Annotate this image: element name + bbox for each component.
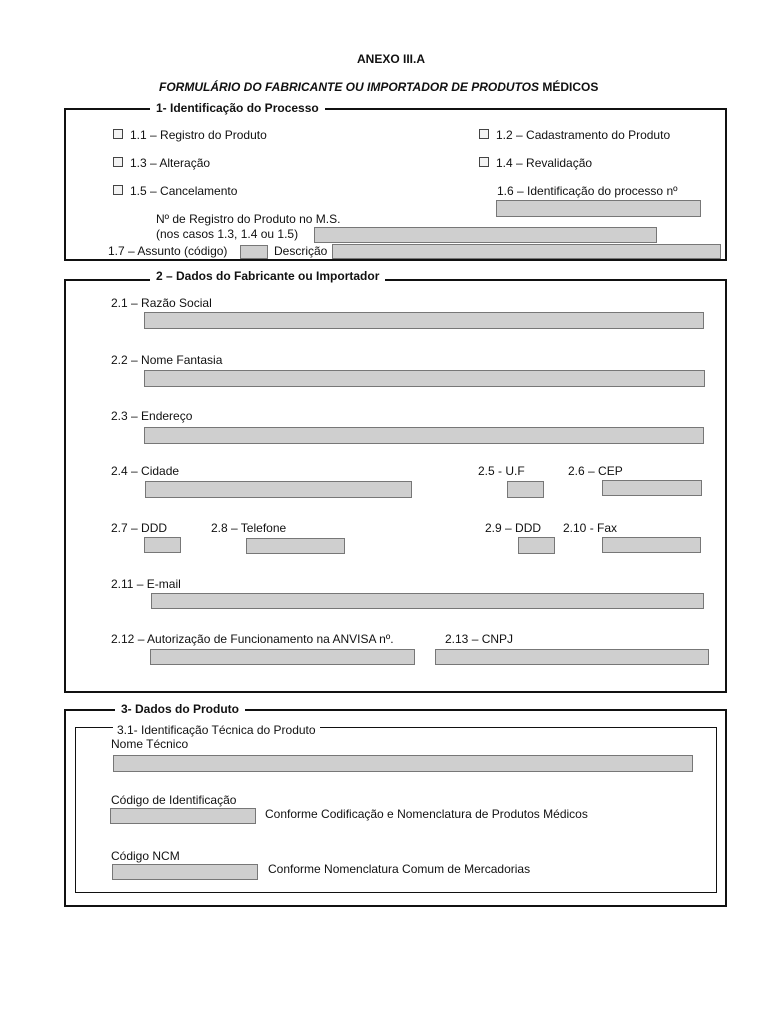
label-2-13: 2.13 – CNPJ <box>445 632 514 646</box>
checkbox-1-5[interactable] <box>113 185 123 195</box>
label-1-7: 1.7 – Assunto (código) <box>108 244 228 258</box>
label-2-8: 2.8 – Telefone <box>211 521 287 535</box>
registro-label-line1: Nº de Registro do Produto no M.S. <box>156 212 341 226</box>
cnpj-input[interactable] <box>435 649 709 665</box>
option-1-3-label: 1.3 – Alteração <box>130 156 211 170</box>
label-2-12: 2.12 – Autorização de Funcionamento na ANVISA nº. <box>111 632 394 646</box>
label-2-10: 2.10 - Fax <box>563 521 618 535</box>
codigo-identificacao-input[interactable] <box>110 808 256 824</box>
checkbox-1-3[interactable] <box>113 157 123 167</box>
codigo-identificacao-note: Conforme Codificação e Nomenclatura de Produtos Médicos <box>265 807 588 821</box>
label-2-3: 2.3 – Endereço <box>111 409 193 423</box>
razao-social-input[interactable] <box>144 312 704 329</box>
descricao-label: Descrição <box>274 244 328 258</box>
process-number-input[interactable] <box>496 200 701 217</box>
section-1-legend: 1- Identificação do Processo <box>150 101 325 115</box>
telefone-input[interactable] <box>246 538 345 554</box>
codigo-ncm-label: Código NCM <box>111 849 180 863</box>
endereco-input[interactable] <box>144 427 704 444</box>
registro-label-line2: (nos casos 1.3, 1.4 ou 1.5) <box>156 227 299 241</box>
codigo-identificacao-label: Código de Identificação <box>111 793 237 807</box>
label-2-5: 2.5 - U.F <box>478 464 525 478</box>
label-2-7: 2.7 – DDD <box>111 521 168 535</box>
ddd-fax-input[interactable] <box>518 537 555 554</box>
codigo-ncm-input[interactable] <box>112 864 258 880</box>
label-2-11: 2.11 – E-mail <box>111 577 181 591</box>
uf-input[interactable] <box>507 481 544 498</box>
checkbox-1-2[interactable] <box>479 129 489 139</box>
autorizacao-anvisa-input[interactable] <box>150 649 415 665</box>
label-2-2: 2.2 – Nome Fantasia <box>111 353 223 367</box>
label-2-9: 2.9 – DDD <box>485 521 542 535</box>
email-input[interactable] <box>151 593 704 609</box>
subtitle-tail: MÉDICOS <box>542 80 599 94</box>
label-1-6: 1.6 – Identificação do processo nº <box>497 184 678 198</box>
cidade-input[interactable] <box>145 481 412 498</box>
nome-fantasia-input[interactable] <box>144 370 705 387</box>
section-3-1-legend: 3.1- Identificação Técnica do Produto <box>113 723 320 737</box>
page-title: ANEXO III.A <box>357 52 426 66</box>
codigo-ncm-note: Conforme Nomenclatura Comum de Mercadorias <box>268 862 531 876</box>
option-1-5-label: 1.5 – Cancelamento <box>130 184 238 198</box>
descricao-input[interactable] <box>332 244 721 259</box>
section-3-legend: 3- Dados do Produto <box>115 702 245 716</box>
label-2-4: 2.4 – Cidade <box>111 464 180 478</box>
fax-input[interactable] <box>602 537 701 553</box>
nome-tecnico-label: Nome Técnico <box>111 737 189 751</box>
option-1-4-label: 1.4 – Revalidação <box>496 156 593 170</box>
option-1-2-label: 1.2 – Cadastramento do Produto <box>496 128 671 142</box>
checkbox-1-4[interactable] <box>479 157 489 167</box>
label-2-6: 2.6 – CEP <box>568 464 623 478</box>
registro-number-input[interactable] <box>314 227 657 243</box>
form-subtitle <box>159 80 598 94</box>
section-2-legend: 2 – Dados do Fabricante ou Importador <box>150 269 385 283</box>
assunto-code-input[interactable] <box>240 245 268 259</box>
cep-input[interactable] <box>602 480 702 496</box>
ddd-phone-input[interactable] <box>144 537 181 553</box>
option-1-1-label: 1.1 – Registro do Produto <box>130 128 267 142</box>
subtitle-italic: FORMULÁRIO DO FABRICANTE OU IMPORTADOR DE PRODUTOS <box>159 80 540 94</box>
checkbox-1-1[interactable] <box>113 129 123 139</box>
nome-tecnico-input[interactable] <box>113 755 693 772</box>
label-2-1: 2.1 – Razão Social <box>111 296 212 310</box>
